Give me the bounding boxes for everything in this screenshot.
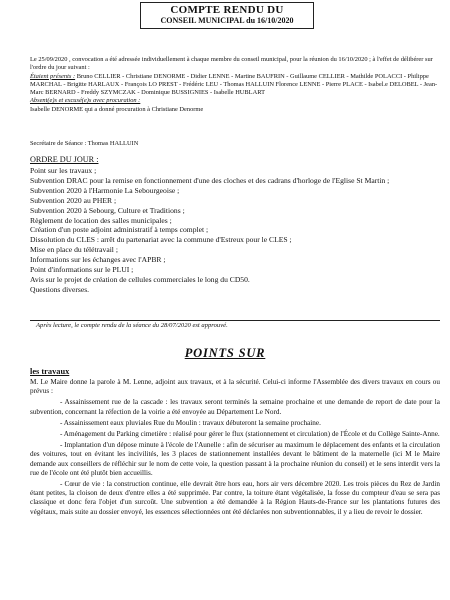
agenda-item: Subvention 2020 à l'Harmonie La Sebourgeoise ; <box>30 185 180 195</box>
title-box <box>140 2 314 29</box>
divider <box>30 320 440 321</box>
present-label: Étaient présents : <box>30 72 76 80</box>
section-title: POINTS SUR <box>184 346 266 360</box>
paragraph: M. Le Maire donne la parole à M. Lenne, adjoint aux travaux, et à la sécurité. Celui-ci informe l'Assemblée des divers travaux en cours ou prévus : <box>30 378 440 396</box>
agenda-item: Règlement de location des salles municipales ; <box>30 215 172 225</box>
agenda-item: Création d'un poste adjoint administratif à temps complet ; <box>30 225 209 235</box>
absent-label: Absent(e)s et excusé(e)s avec procuration : <box>30 97 141 105</box>
travaux-heading: les travaux <box>30 367 70 376</box>
agenda-item: Subvention 2020 à Sebourg, Culture et Traditions ; <box>30 205 185 215</box>
paragraph: - Aménagement du Parking cimetière : réalisé pour gérer le flux (stationnement et circulation) de l'École et du Collège Sainte-Anne. <box>60 430 440 439</box>
paragraph: - Assainissement rue de la cascade : les travaux seront terminés la semaine prochaine et une demande de report de date pour la subvention, concernant la réfection de la voirie a été envoyée au Département Le Nord. <box>30 398 440 416</box>
convocation-intro: Le 25/09/2020 , convocation a été adressée individuellement à chaque membre du conseil municipal, pour la réunion du 16/10/2020 ; à l'effet de délibérer sur l'ordre du jour suivant : <box>30 56 433 72</box>
paragraph: - Implantation d'un dépose minute à l'école de l'Aunelle : afin de sécuriser au maximum le déplacement des enfants et la circulation des voitures, tout en évitant les incivilités, les 3 places de stationnement installées devant le bâtiment de la maternelle (ici M le Maire demande aux conseillers de réfléchir sur le nom de cette voie, la question passant à la prochaine réunion du conseil) et le sens interdit vers la rue de l'école ont été plutôt bien accueillis. <box>30 441 440 477</box>
agenda-item: Questions diverses. <box>30 284 90 294</box>
agenda-item: Subvention DRAC pour la remise en fonctionnement d'une des cloches et des cadrans d'horloge de l'Eglise St Martin ; <box>30 175 390 185</box>
procuration-text: Isabelle DENORME qui a donné procuration à Christiane Denorme <box>30 105 204 113</box>
convocation-paragraph <box>30 56 438 114</box>
secretary-line: Secrétaire de Séance : Thomas HALLUIN <box>30 140 139 147</box>
present-names: Bruno CELLIER - Christiane DENORME - Didier LENNE - Martine BAUFRIN - Guillaume CELLIER - Mathilde POLACCI - Philippe MARCHAL - Brigitte HARLAUX - François LO PREST - Frédéric LEU - Thomas HALLUIN Florence LENNE - Pierre PLACE - Isabel.e DELOBEL - Jean-Marc BERNARD - Freddy SZYMCZAK - Dominique BUSSIGNIES - Isabelle HUBLART <box>30 72 438 97</box>
agenda-item: Point sur les travaux ; <box>30 166 97 175</box>
paragraph: - Assainissement eaux pluviales Rue du Moulin : travaux débuteront la semaine prochaine. <box>60 418 321 427</box>
agenda-item: Avis sur le projet de création de cellules commerciales le long du CD50. <box>30 274 250 284</box>
agenda-list <box>30 166 440 295</box>
agenda-item: Subvention 2020 au PHER ; <box>30 195 117 205</box>
document-subtitle: CONSEIL MUNICIPAL du 16/10/2020 <box>160 16 294 25</box>
agenda-title: ORDRE DU JOUR : <box>30 155 99 164</box>
agenda-item: Mise en place du télétravail ; <box>30 245 118 255</box>
agenda-item: Point d'informations sur le PLUI ; <box>30 265 134 275</box>
approval-note: Après lecture, le compte rendu de la séance du 28/07/2020 est approuvé. <box>36 322 228 329</box>
travaux-body <box>30 378 440 519</box>
agenda-item: Dissolution du CLES : arrêt du partenariat avec la commune d'Estreux pour le CLES ; <box>30 235 292 245</box>
agenda-item: Informations sur les échanges avec l'APBR ; <box>30 255 166 265</box>
paragraph: - Cœur de vie : la construction continue, elle devrait être hors eau, hors air vers décembre 2020. Les trois pièces du Rez de Jardin étant petites, la cloison de deux d'entre elles a été supprimée. Par contre, la toiture étant végétalisée, la fosse du compteur d'eau se sera pas classique et donc fera l'objet d'un surcoût. Une subvention a été demandée à la Région Hauts-de-France sur les plantations futures des végétaux, mais suite au dossier envoyé, les essences sélectionnées ont été déclarées non subventionnables, il y a lieu de revoir le dossier. <box>30 480 440 516</box>
document-title: COMPTE RENDU DU <box>170 4 284 16</box>
